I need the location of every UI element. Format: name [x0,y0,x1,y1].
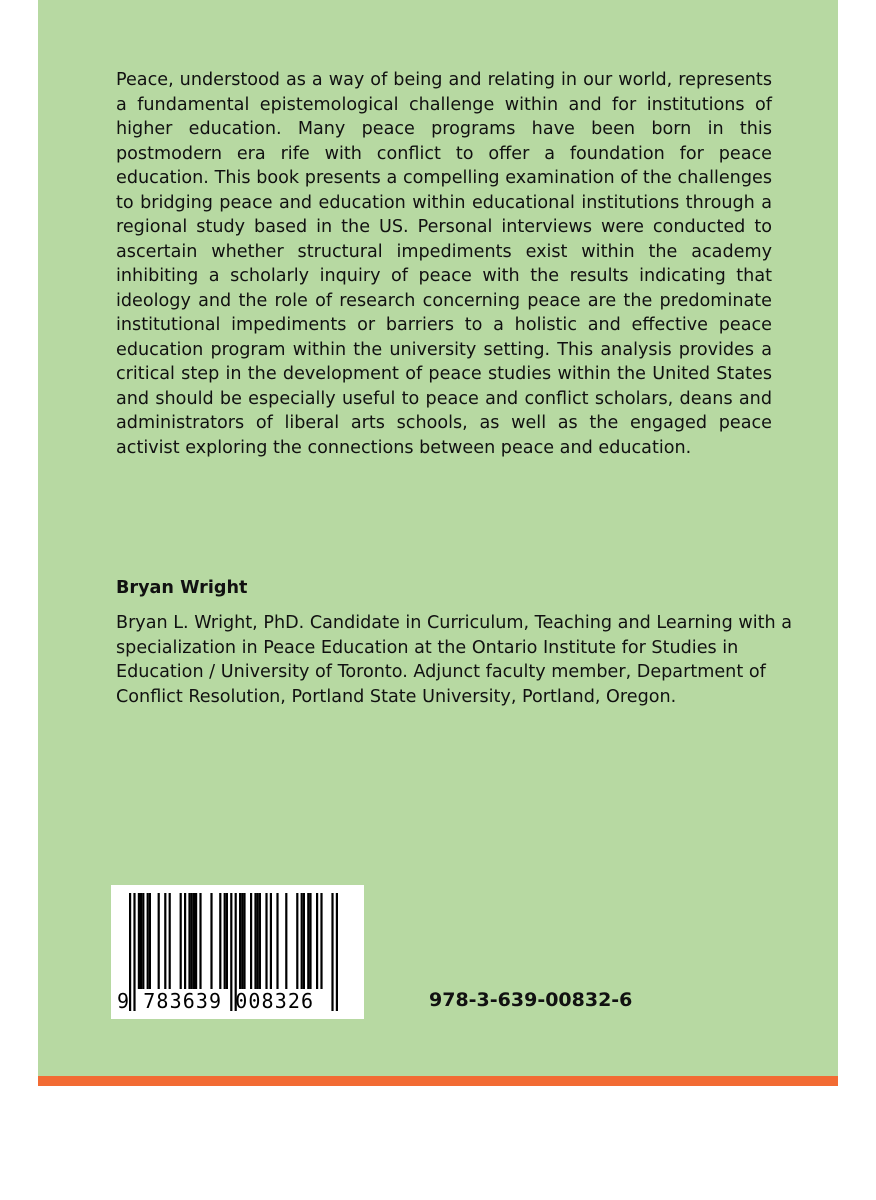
barcode-bar [169,893,171,989]
barcode-bar [199,893,201,989]
barcode-bar [265,893,267,989]
barcode-bar [184,893,186,989]
barcode-bar [195,893,197,989]
author-name: Bryan Wright [116,578,248,598]
barcode-bar [270,893,272,989]
barcode-bar [250,893,252,989]
barcode-bar [219,893,221,989]
barcode-bar [303,893,305,989]
barcode-bar [164,893,166,989]
barcode-bar [254,893,256,989]
barcode-bar [158,893,160,989]
barcode-bar [239,893,241,989]
book-description: Peace, understood as a way of being and relating in our world, represents a fundamental epistemological challenge within and for institutions of higher education. Many peace programs have been born in this postmodern era rife with conflict to offer a foundation for peace education. This book presents a compelling examination of the challenges to bridging peace and education within educational institutions through a regional study based in the US. Personal interviews were conducted to ascertain whether structural impediments exist within the academy inhibiting a scholarly inquiry of peace with the results indicating that ideology and the role of research concerning peace are the predominate institutional impediments or barriers to a holistic and effective peace education program within the university setting. This analysis provides a critical step in the development of peace studies within the United States and should be especially useful to peace and conflict scholars, deans and administrators of liberal arts schools, as well as the engaged peace activist exploring the connections between peace and education. [116,70,772,458]
barcode-bar [296,893,298,989]
barcode-bar [309,893,311,989]
barcode-bar [241,893,243,989]
barcode-bar [149,893,151,989]
barcode-bar [320,893,322,989]
barcode-bar [191,893,193,989]
barcode-bar [188,893,190,989]
isbn-number: 978-3-639-00832-6 [429,989,633,1011]
barcode-bar [142,893,144,989]
barcode-bar [316,893,318,989]
accent-band [38,1076,838,1086]
barcode-bar [138,893,140,989]
barcode-bar [210,893,212,989]
author-bio: Bryan L. Wright, PhD. Candidate in Curriculum, Teaching and Learning with a specialization in Peace Education at the Ontario Institute for Studies in Education / University of Toronto. Adjunct faculty member, Department of Conflict Resolution, Portland State University, Portland, Oregon. [116,613,793,707]
barcode-bar [285,893,287,989]
barcode-bar [259,893,261,989]
barcode-bar [243,893,245,989]
barcode-bar [140,893,142,989]
barcode-bar [301,893,303,989]
barcode-bar [226,893,228,989]
barcode-bar [257,893,259,989]
barcode-bar [276,893,278,989]
barcode-bar [193,893,195,989]
isbn-barcode [111,885,364,1019]
barcode-bar [180,893,182,989]
barcode-bar [307,893,309,989]
barcode-bar [147,893,149,989]
barcode-bar [224,893,226,989]
barcode-digits: 9 783639 008326 [117,989,315,1013]
